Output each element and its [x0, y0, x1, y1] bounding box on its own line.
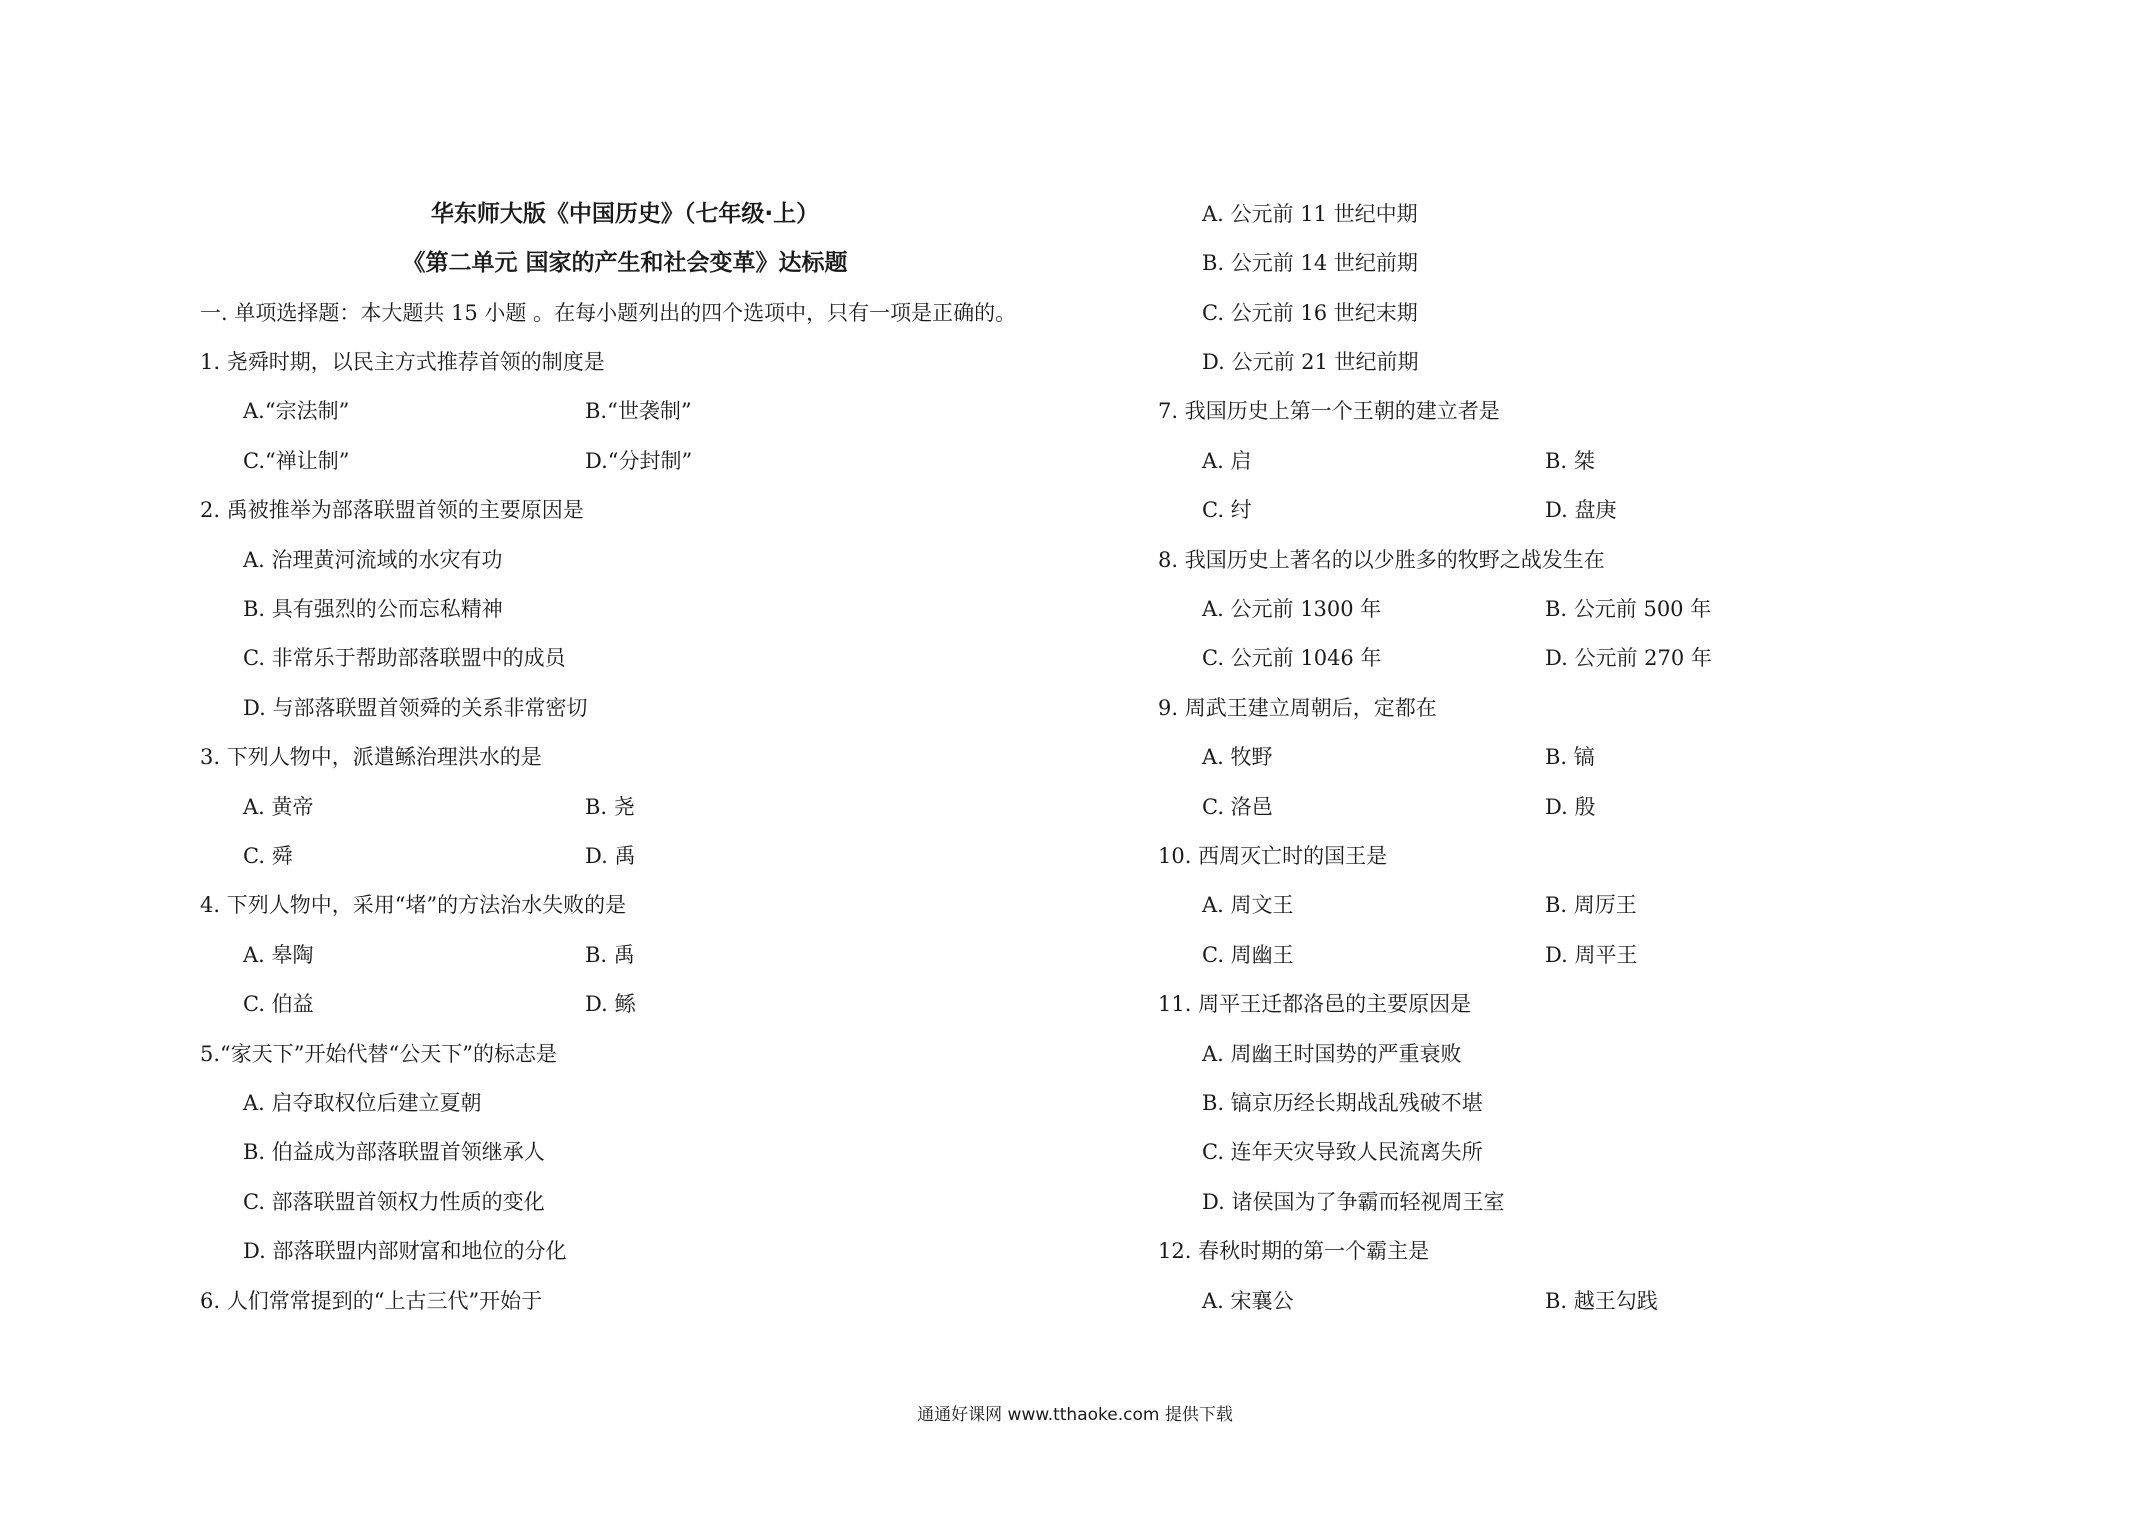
question-stem: 12. 春秋时期的第一个霸主是 — [1158, 1239, 1430, 1263]
option: D. 部落联盟内部财富和地位的分化 — [243, 1239, 567, 1263]
option: B. 具有强烈的公而忘私精神 — [243, 597, 503, 621]
option: A. 公元前 11 世纪中期 — [1202, 202, 1418, 226]
option: A. 周文王 — [1202, 893, 1294, 917]
option: C. 纣 — [1202, 498, 1252, 522]
option: A. 皋陶 — [243, 943, 314, 967]
option: D. 盘庚 — [1545, 498, 1617, 522]
option: B. 公元前 14 世纪前期 — [1202, 251, 1418, 275]
option: C. 洛邑 — [1202, 795, 1273, 819]
question-stem: 2. 禹被推举为部落联盟首领的主要原因是 — [200, 498, 584, 522]
question-stem: 1. 尧舜时期，以民主方式推荐首领的制度是 — [200, 350, 605, 374]
option: B. 桀 — [1545, 449, 1595, 473]
option: D.“分封制” — [585, 449, 693, 473]
option: A. 牧野 — [1202, 745, 1273, 769]
option: C.“禅让制” — [243, 449, 350, 473]
option: B. 镐京历经长期战乱残破不堪 — [1202, 1091, 1483, 1115]
footer-credit: 通通好课网 www.tthaoke.com 提供下载 — [917, 1405, 1233, 1425]
question-stem: 5.“家天下”开始代替“公天下”的标志是 — [200, 1042, 557, 1066]
question-stem: 10. 西周灭亡时的国王是 — [1158, 844, 1388, 868]
section-instruction: 一. 单项选择题：本大题共 15 小题 。在每小题列出的四个选项中，只有一项是正确的。 — [200, 301, 1017, 325]
option: B. 尧 — [585, 795, 635, 819]
option: B. 越王勾践 — [1545, 1289, 1658, 1313]
option: A.“宗法制” — [243, 399, 350, 423]
exam-title-line2: 《第二单元 国家的产生和社会变革》达标题 — [402, 250, 848, 276]
option: D. 鲧 — [585, 992, 636, 1016]
option: C. 部落联盟首领权力性质的变化 — [243, 1190, 545, 1214]
option: A. 启夺取权位后建立夏朝 — [243, 1091, 482, 1115]
option: C. 连年天灾导致人民流离失所 — [1202, 1140, 1483, 1164]
option: C. 公元前 1046 年 — [1202, 646, 1382, 670]
question-stem: 9. 周武王建立周朝后，定都在 — [1158, 696, 1437, 720]
option: C. 周幽王 — [1202, 943, 1294, 967]
option: B. 公元前 500 年 — [1545, 597, 1712, 621]
option: B.“世袭制” — [585, 399, 692, 423]
option: A. 宋襄公 — [1202, 1289, 1294, 1313]
option: D. 诸侯国为了争霸而轻视周王室 — [1202, 1190, 1505, 1214]
option: B. 周厉王 — [1545, 893, 1637, 917]
option: D. 周平王 — [1545, 943, 1638, 967]
question-stem: 11. 周平王迁都洛邑的主要原因是 — [1158, 992, 1472, 1016]
option: A. 黄帝 — [243, 795, 314, 819]
option: C. 公元前 16 世纪末期 — [1202, 301, 1418, 325]
question-stem: 3. 下列人物中，派遣鲧治理洪水的是 — [200, 745, 542, 769]
option: C. 非常乐于帮助部落联盟中的成员 — [243, 646, 566, 670]
option: A. 启 — [1202, 449, 1252, 473]
option: C. 舜 — [243, 844, 293, 868]
question-stem: 6. 人们常常提到的“上古三代”开始于 — [200, 1289, 543, 1313]
option: D. 公元前 21 世纪前期 — [1202, 350, 1419, 374]
option: A. 周幽王时国势的严重衰败 — [1202, 1042, 1462, 1066]
option: A. 公元前 1300 年 — [1202, 597, 1382, 621]
option: B. 禹 — [585, 943, 635, 967]
question-stem: 8. 我国历史上著名的以少胜多的牧野之战发生在 — [1158, 548, 1605, 572]
option: B. 镐 — [1545, 745, 1595, 769]
option: C. 伯益 — [243, 992, 314, 1016]
option: D. 禹 — [585, 844, 636, 868]
option: D. 殷 — [1545, 795, 1596, 819]
question-stem: 4. 下列人物中，采用“堵”的方法治水失败的是 — [200, 893, 627, 917]
question-stem: 7. 我国历史上第一个王朝的建立者是 — [1158, 399, 1500, 423]
option: A. 治理黄河流域的水灾有功 — [243, 548, 503, 572]
option: D. 公元前 270 年 — [1545, 646, 1712, 670]
option: B. 伯益成为部落联盟首领继承人 — [243, 1140, 545, 1164]
exam-title-line1: 华东师大版《中国历史》（七年级·上） — [430, 201, 820, 227]
option: D. 与部落联盟首领舜的关系非常密切 — [243, 696, 588, 720]
